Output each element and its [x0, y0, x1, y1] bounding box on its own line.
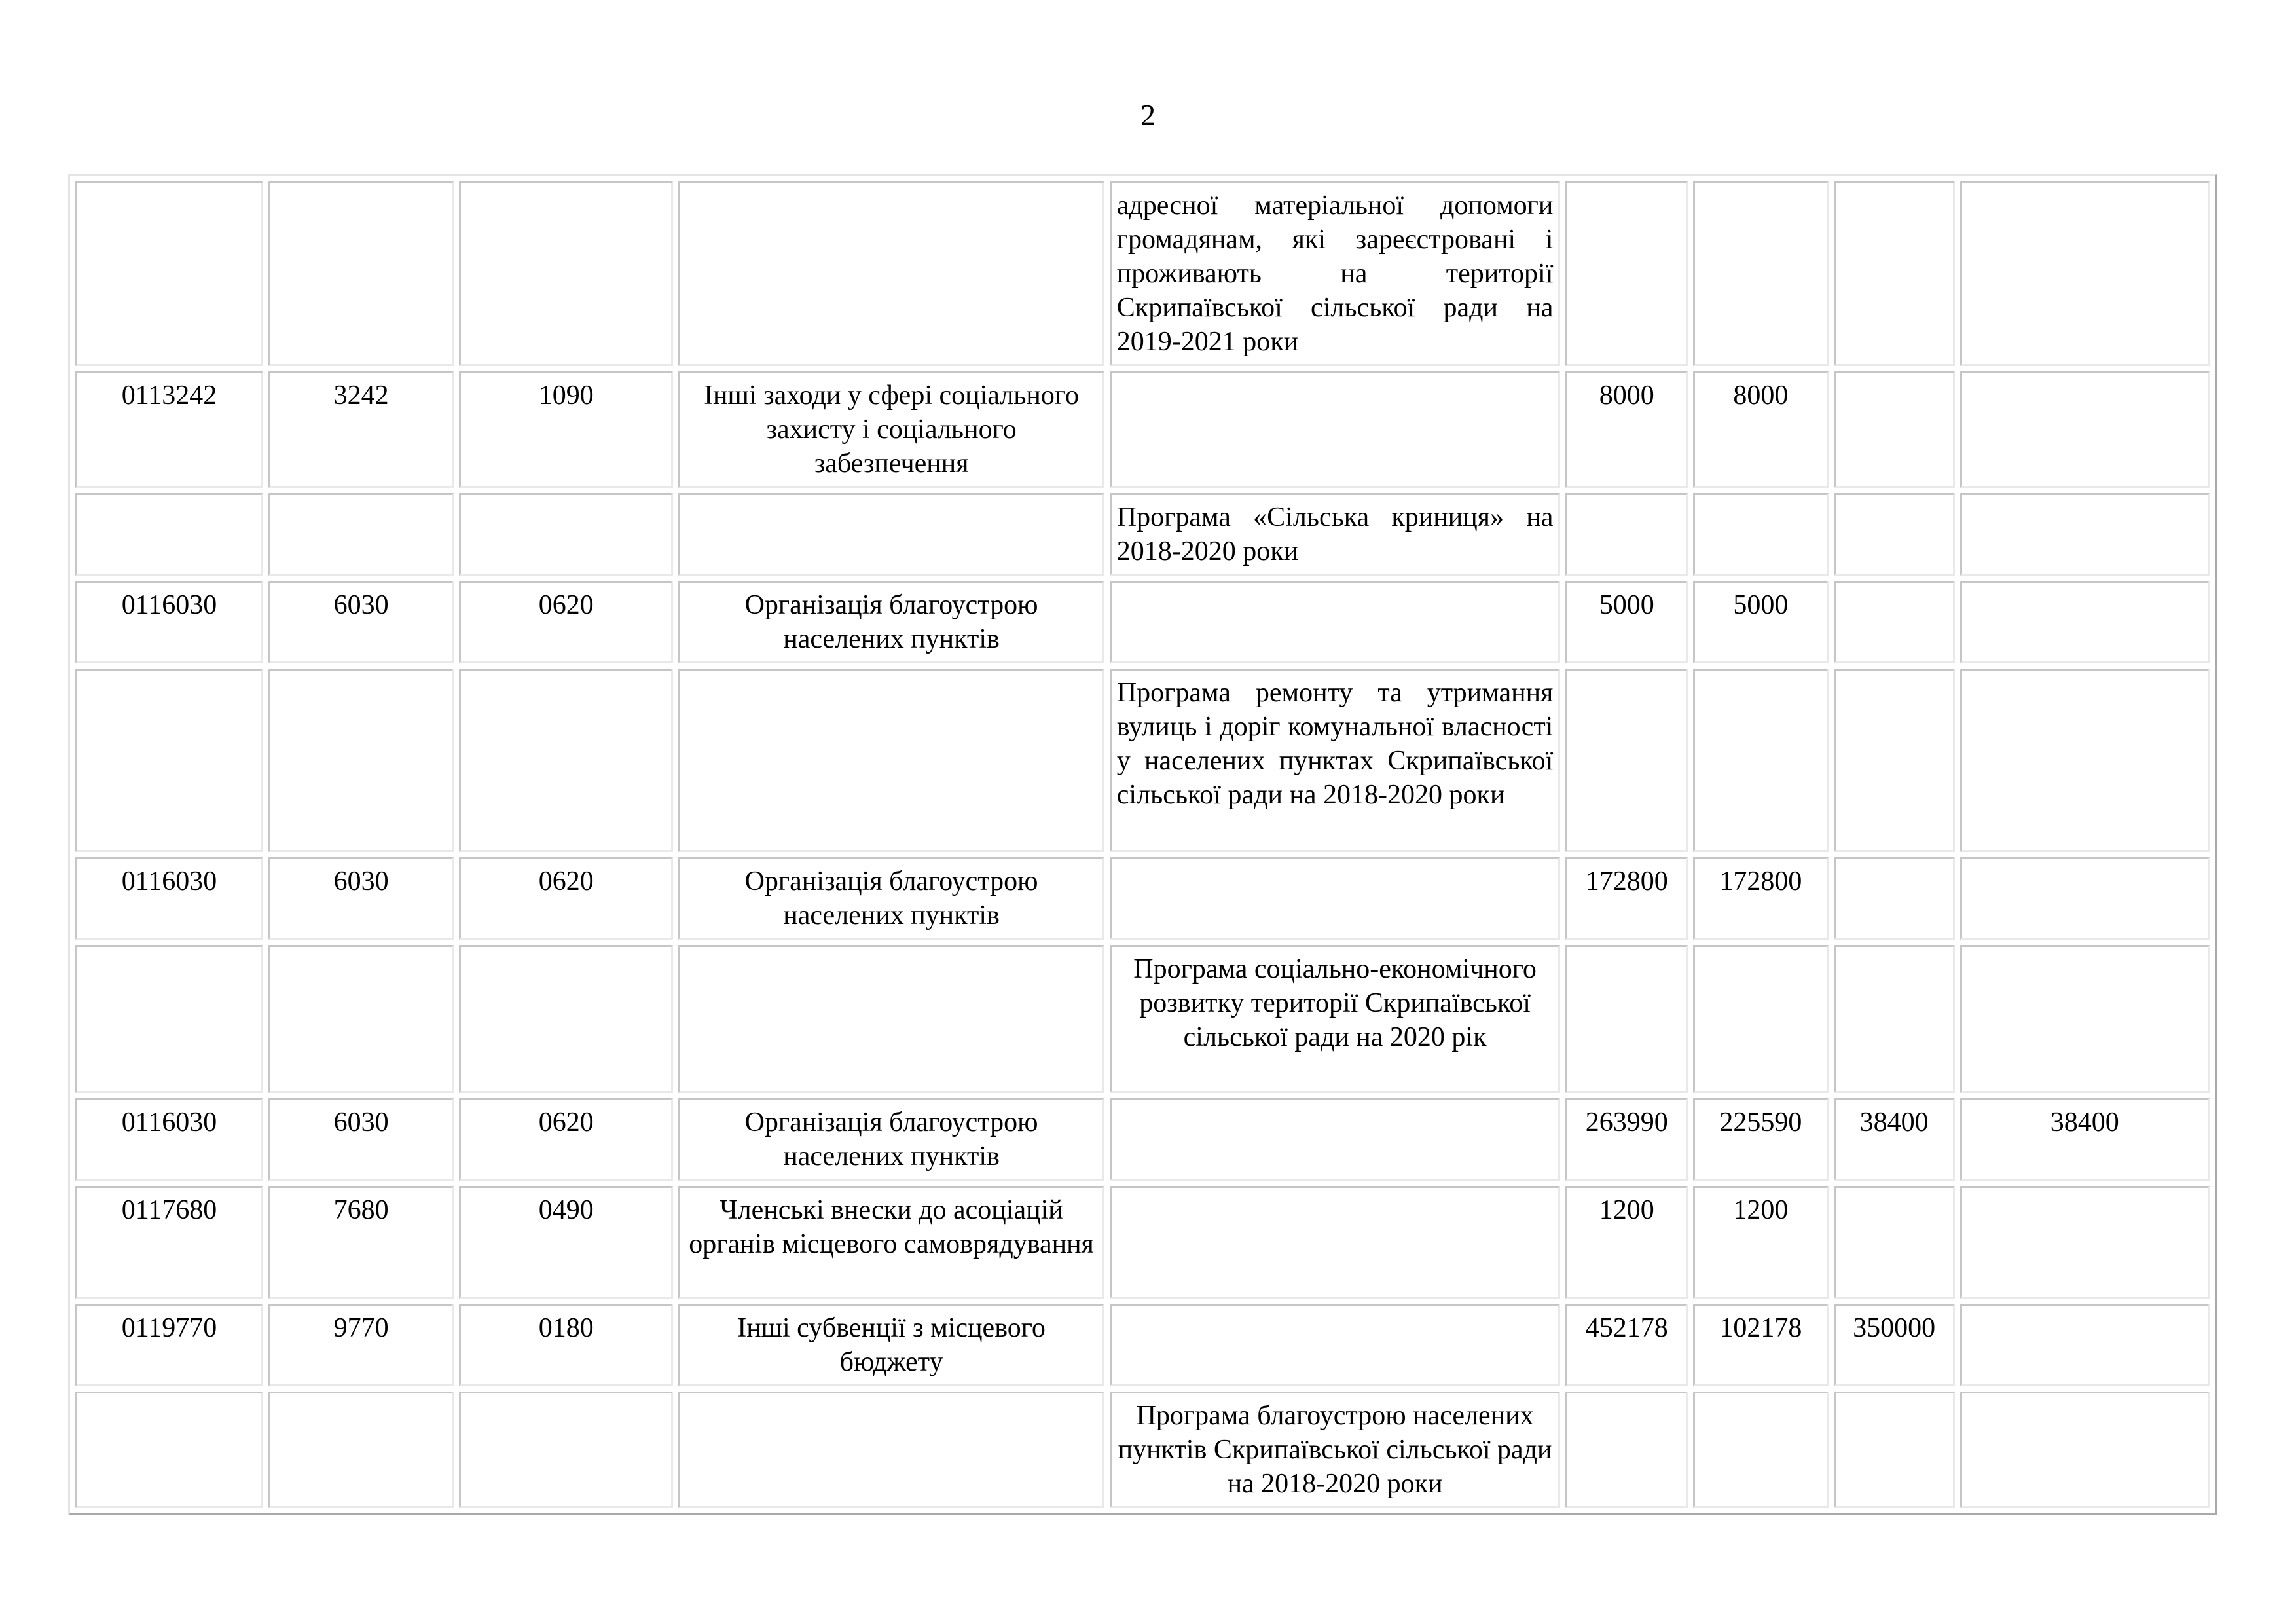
cell-program-code: 0113242: [75, 371, 263, 488]
cell-special-fund: [1834, 857, 1955, 940]
cell-expense-name: [678, 945, 1104, 1093]
cell-program-code: [75, 181, 263, 366]
cell-total: 8000: [1565, 371, 1688, 488]
cell-special-fund: [1834, 1186, 1955, 1299]
cell-general-fund: 172800: [1693, 857, 1829, 940]
cell-total: [1565, 181, 1688, 366]
cell-program-code: 0119770: [75, 1304, 263, 1386]
cell-special-fund: [1834, 1392, 1955, 1508]
cell-expense-name: [678, 669, 1104, 852]
cell-general-fund: [1693, 945, 1829, 1093]
table-row: [75, 1098, 2210, 1181]
table-row: [75, 371, 2210, 488]
cell-special-fund: [1834, 371, 1955, 488]
cell-expense-name: Інші субвенції з місцевого бюджету: [678, 1304, 1104, 1386]
cell-expense-name: [678, 1392, 1104, 1508]
cell-function-code: [268, 669, 454, 852]
cell-total: 452178: [1565, 1304, 1688, 1386]
cell-development-budget: [1960, 1304, 2210, 1386]
cell-total: [1565, 1392, 1688, 1508]
cell-development-budget: [1960, 669, 2210, 852]
cell-expense-name: Організація благоустрою населених пунктів: [678, 1098, 1104, 1181]
cell-fkvk-code: 0180: [459, 1304, 673, 1386]
cell-function-code: 6030: [268, 1098, 454, 1181]
cell-program-code: [75, 493, 263, 576]
cell-function-code: [268, 1392, 454, 1508]
cell-fkvk-code: 0490: [459, 1186, 673, 1299]
table-row: [75, 945, 2210, 1093]
cell-program-name: адресної матеріальної допомоги громадянам, які зареєстровані і проживають на території Скрипаївської сільської ради на 2019-2021 роки: [1110, 181, 1561, 366]
cell-fkvk-code: [459, 669, 673, 852]
cell-fkvk-code: 0620: [459, 857, 673, 940]
cell-function-code: 6030: [268, 581, 454, 663]
cell-function-code: [268, 493, 454, 576]
cell-expense-name: [678, 493, 1104, 576]
cell-fkvk-code: [459, 181, 673, 366]
cell-program-name: Програма благоустрою населених пунктів Скрипаївської сільської ради на 2018-2020 роки: [1110, 1392, 1561, 1508]
cell-general-fund: 225590: [1693, 1098, 1829, 1181]
cell-function-code: [268, 945, 454, 1093]
cell-fkvk-code: 0620: [459, 1098, 673, 1181]
cell-special-fund: 350000: [1834, 1304, 1955, 1386]
cell-program-name: Програма «Сільська криниця» на 2018-2020 роки: [1110, 493, 1561, 576]
cell-total: 263990: [1565, 1098, 1688, 1181]
cell-general-fund: 1200: [1693, 1186, 1829, 1299]
cell-program-name: [1110, 371, 1561, 488]
cell-function-code: [268, 181, 454, 366]
cell-general-fund: [1693, 669, 1829, 852]
cell-development-budget: [1960, 857, 2210, 940]
cell-expense-name: [678, 181, 1104, 366]
cell-development-budget: [1960, 1186, 2210, 1299]
cell-general-fund: [1693, 1392, 1829, 1508]
cell-total: 172800: [1565, 857, 1688, 940]
cell-program-name: Програма ремонту та утримання вулиць і доріг комунальної власності у населених пунктах Скрипаївської сільської ради на 2018-2020 роки: [1110, 669, 1561, 852]
cell-development-budget: [1960, 581, 2210, 663]
cell-program-code: [75, 945, 263, 1093]
cell-total: [1565, 669, 1688, 852]
cell-expense-name: Членські внески до асоціацій органів місцевого самоврядування: [678, 1186, 1104, 1299]
cell-program-name: [1110, 1304, 1561, 1386]
cell-total: 5000: [1565, 581, 1688, 663]
cell-program-name: Програма соціально-економічного розвитку території Скрипаївської сільської ради на 2020 рік: [1110, 945, 1561, 1093]
cell-fkvk-code: [459, 493, 673, 576]
cell-general-fund: 8000: [1693, 371, 1829, 488]
cell-program-name: [1110, 857, 1561, 940]
page-number: 2: [1140, 98, 1156, 132]
cell-development-budget: [1960, 181, 2210, 366]
cell-special-fund: [1834, 493, 1955, 576]
cell-program-code: [75, 669, 263, 852]
cell-program-code: 0116030: [75, 581, 263, 663]
cell-function-code: 6030: [268, 857, 454, 940]
cell-special-fund: 38400: [1834, 1098, 1955, 1181]
cell-fkvk-code: [459, 945, 673, 1093]
cell-program-name: [1110, 1098, 1561, 1181]
table-row: [75, 1186, 2210, 1299]
cell-development-budget: [1960, 945, 2210, 1093]
cell-general-fund: [1693, 493, 1829, 576]
cell-function-code: 7680: [268, 1186, 454, 1299]
cell-expense-name: Організація благоустрою населених пунктів: [678, 857, 1104, 940]
cell-fkvk-code: 0620: [459, 581, 673, 663]
cell-total: [1565, 493, 1688, 576]
cell-total: [1565, 945, 1688, 1093]
table-row: [75, 493, 2210, 576]
cell-special-fund: [1834, 581, 1955, 663]
cell-general-fund: 5000: [1693, 581, 1829, 663]
cell-program-code: 0116030: [75, 1098, 263, 1181]
cell-development-budget: [1960, 371, 2210, 488]
cell-program-name: [1110, 581, 1561, 663]
cell-program-code: 0116030: [75, 857, 263, 940]
cell-development-budget: 38400: [1960, 1098, 2210, 1181]
cell-general-fund: [1693, 181, 1829, 366]
cell-general-fund: 102178: [1693, 1304, 1829, 1386]
cell-fkvk-code: 1090: [459, 371, 673, 488]
table-row: [75, 1304, 2210, 1386]
cell-total: 1200: [1565, 1186, 1688, 1299]
table-row: [75, 1392, 2210, 1508]
cell-special-fund: [1834, 181, 1955, 366]
cell-program-name: [1110, 1186, 1561, 1299]
budget-table: [68, 174, 2217, 1515]
table-row: [75, 857, 2210, 940]
cell-special-fund: [1834, 669, 1955, 852]
cell-function-code: 9770: [268, 1304, 454, 1386]
cell-expense-name: Організація благоустрою населених пунктів: [678, 581, 1104, 663]
cell-development-budget: [1960, 1392, 2210, 1508]
cell-fkvk-code: [459, 1392, 673, 1508]
cell-function-code: 3242: [268, 371, 454, 488]
table-row: [75, 669, 2210, 852]
table-row: [75, 181, 2210, 366]
cell-development-budget: [1960, 493, 2210, 576]
cell-special-fund: [1834, 945, 1955, 1093]
cell-expense-name: Інші заходи у сфері соціального захисту і соціального забезпечення: [678, 371, 1104, 488]
table-row: [75, 581, 2210, 663]
cell-program-code: 0117680: [75, 1186, 263, 1299]
cell-program-code: [75, 1392, 263, 1508]
